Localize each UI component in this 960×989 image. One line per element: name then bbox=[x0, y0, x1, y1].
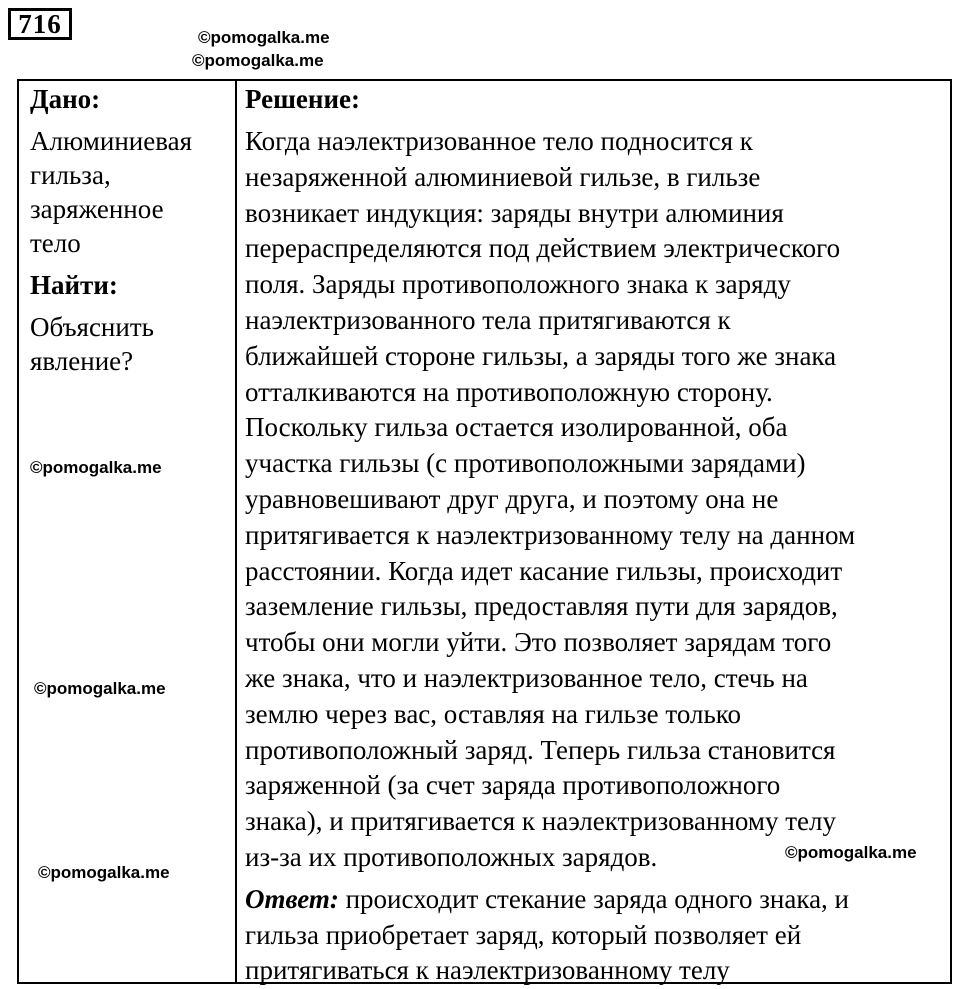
find-line: явление? bbox=[30, 346, 134, 376]
watermark: ©pomogalka.me bbox=[30, 458, 162, 477]
given-column bbox=[30, 82, 230, 378]
watermark: ©pomogalka.me bbox=[192, 51, 324, 70]
solution-line: знака), и притягивается к наэлектризованному телу bbox=[245, 806, 836, 837]
solution-line: же знака, что и наэлектризованное тело, стечь на bbox=[245, 662, 808, 693]
given-line: тело bbox=[30, 228, 81, 258]
solution-line: землю через вас, оставляя на гильзе только bbox=[245, 698, 742, 729]
find-line: Объяснить bbox=[30, 312, 154, 342]
watermark: ©pomogalka.me bbox=[785, 842, 917, 862]
solution-line: отталкиваются на противоположную сторону. bbox=[245, 376, 773, 407]
solution-column bbox=[245, 82, 950, 989]
solution-line: расстоянии. Когда идет касание гильзы, происходит bbox=[245, 555, 843, 586]
solution-line: заземление гильзы, предоставляя пути для зарядов, bbox=[245, 591, 838, 622]
solution-line: перераспределяются под действием электрического bbox=[245, 233, 841, 264]
solution-line-text: из-за их противоположных зарядов. bbox=[245, 841, 658, 872]
answer-line: гильза приобретает заряд, который позволяет ей bbox=[245, 919, 802, 950]
watermark: ©pomogalka.me bbox=[34, 679, 166, 698]
answer-label: Ответ: bbox=[245, 883, 339, 914]
watermark: ©pomogalka.me bbox=[198, 28, 330, 47]
solution-line: участка гильзы (с противоположными зарядами) bbox=[245, 448, 806, 479]
solution-line: уравновешивают друг друга, и поэтому она не bbox=[245, 483, 779, 514]
solution-line: чтобы они могли уйти. Это позволяет зарядам того bbox=[245, 627, 832, 658]
solution-line: незаряженной алюминиевой гильзе, в гильзе bbox=[245, 161, 761, 192]
given-line: заряженное bbox=[30, 194, 164, 224]
answer-line: притягиваться к наэлектризованному телу bbox=[245, 955, 730, 986]
column-divider bbox=[235, 79, 237, 984]
given-label: Дано: bbox=[30, 84, 101, 114]
solution-line: поля. Заряды противоположного знака к заряду bbox=[245, 269, 791, 300]
given-line: гильза, bbox=[30, 160, 111, 190]
solution-line: наэлектризованного тела притягиваются к bbox=[245, 304, 731, 335]
watermark: ©pomogalka.me bbox=[38, 863, 170, 882]
solution-line: возникает индукция: заряды внутри алюминия bbox=[245, 197, 784, 228]
solution-line: притягивается к наэлектризованному телу на данном bbox=[245, 519, 856, 550]
answer-text: происходит стекание заряда одного знака, и bbox=[338, 883, 849, 914]
find-label: Найти: bbox=[30, 270, 118, 300]
solution-line: Когда наэлектризованное тело подносится к bbox=[245, 126, 753, 156]
solution-line: противоположный заряд. Теперь гильза становится bbox=[245, 734, 836, 765]
given-line: Алюминиевая bbox=[30, 126, 192, 156]
solution-line: заряженной (за счет заряда противоположного bbox=[245, 770, 781, 801]
solution-line-last bbox=[245, 840, 950, 876]
solution-label: Решение: bbox=[245, 84, 360, 114]
solution-line: ближайшей стороне гильзы, а заряды того же знака bbox=[245, 340, 837, 371]
problem-number: 716 bbox=[8, 8, 72, 40]
answer-line bbox=[245, 882, 950, 918]
solution-line: Поскольку гильза остается изолированной, оба bbox=[245, 412, 788, 443]
